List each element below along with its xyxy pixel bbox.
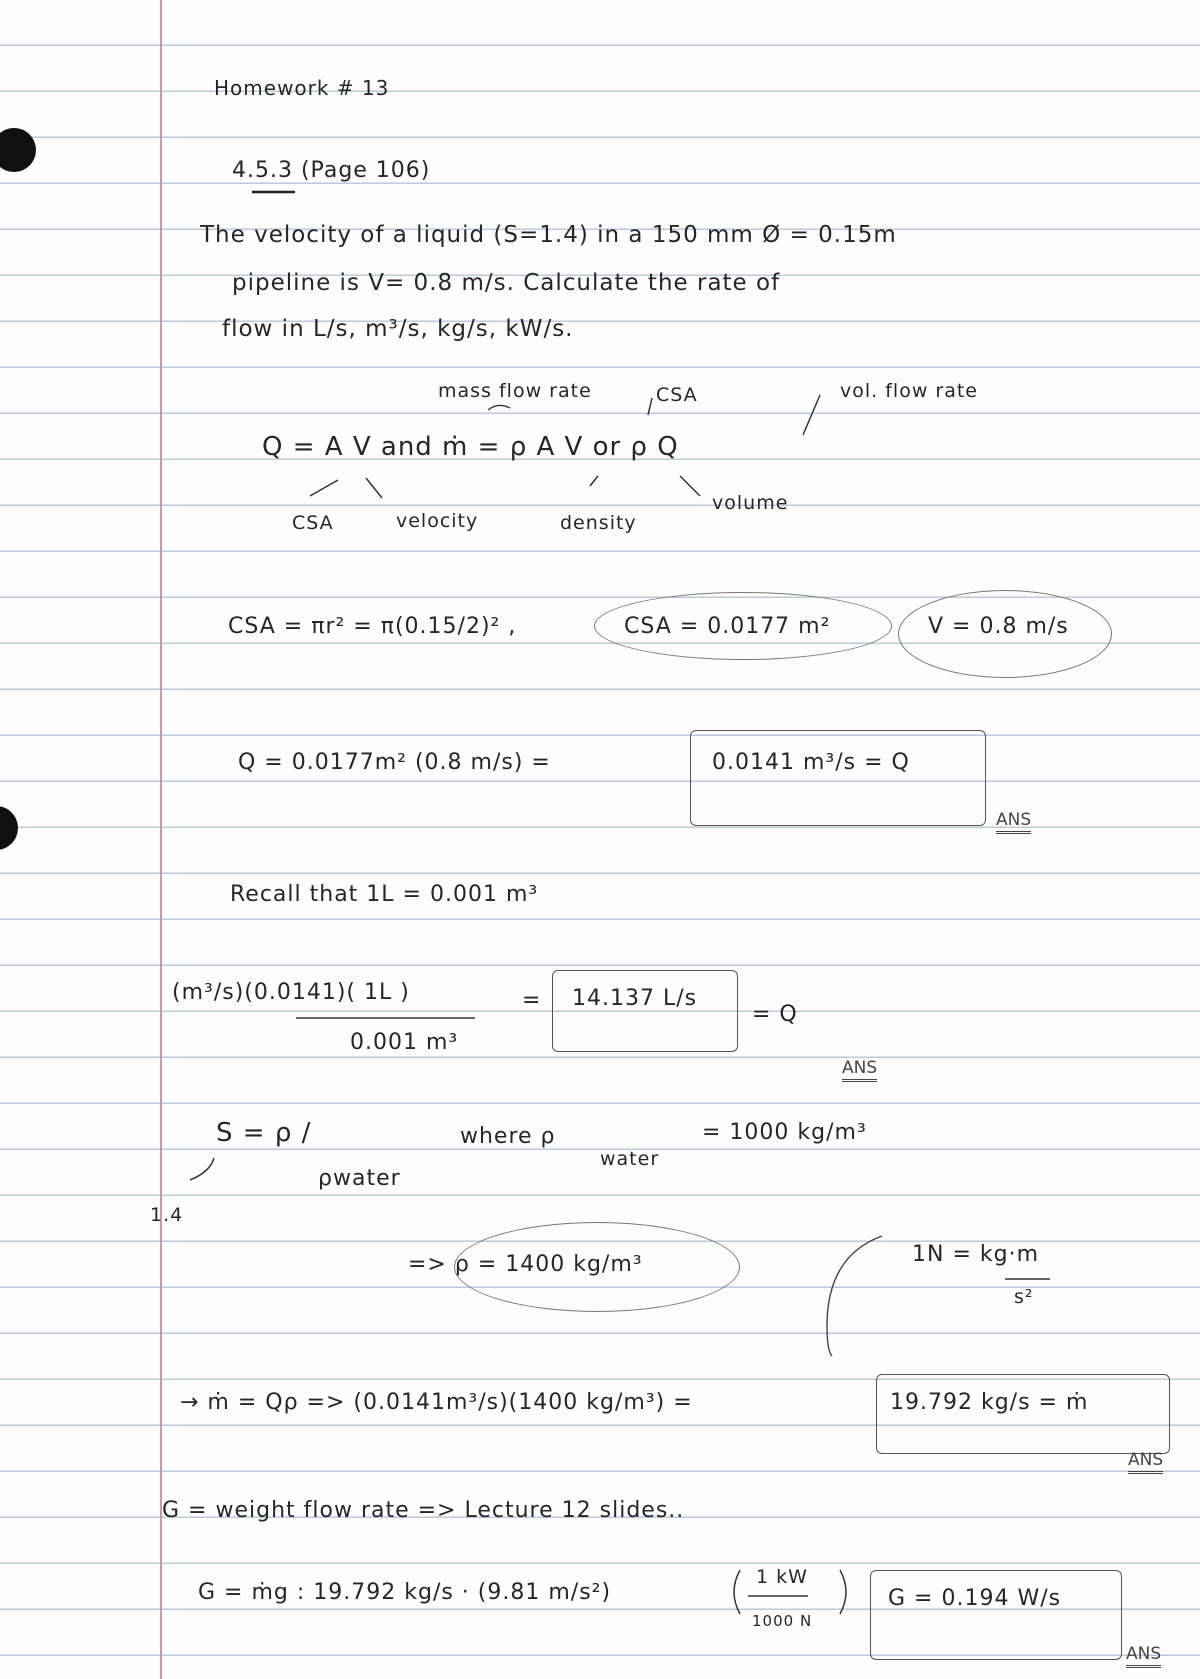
density-result: => ρ = 1400 kg/m³ [408, 1252, 643, 1277]
problem-line-2: pipeline is V= 0.8 m/s. Calculate the rate of [232, 270, 781, 296]
recall-note: Recall that 1L = 0.001 m³ [230, 882, 539, 907]
flow-equation: Q = A V and ṁ = ρ A V or ρ Q [262, 432, 679, 462]
newton-def: 1N = kg·m [912, 1242, 1040, 1267]
homework-title: Homework # 13 [214, 76, 390, 100]
csa-label-top: CSA [656, 384, 698, 406]
answer-mark: ANS [1128, 1452, 1163, 1474]
q-result: 0.0141 m³/s = Q [712, 750, 910, 775]
margin-value: 1.4 [150, 1204, 184, 1226]
water-subscript: water [600, 1148, 660, 1170]
equals-sign: = [522, 988, 542, 1013]
conversion-numerator: (m³/s)(0.0141)( 1L ) [172, 980, 410, 1005]
answer-mark: ANS [1126, 1646, 1161, 1668]
q-equation: Q = 0.0177m² (0.8 m/s) = [238, 750, 551, 775]
specific-gravity-eq: S = ρ / [216, 1118, 312, 1148]
equals-q: = Q [752, 1002, 798, 1027]
conversion-denominator: 0.001 m³ [350, 1030, 459, 1055]
vol-flow-label: vol. flow rate [840, 380, 978, 402]
mass-flow-label: mass flow rate [438, 380, 592, 402]
weight-flow-result-box [870, 1570, 1122, 1660]
problem-line-3: flow in L/s, m³/s, kg/s, kW/s. [222, 316, 574, 342]
rho-water-label: ρwater [318, 1166, 401, 1191]
kw-numerator: 1 kW [756, 1566, 808, 1588]
csa-equation: CSA = πr² = π(0.15/2)² , [228, 614, 517, 639]
weight-flow-eq: G = ṁg : 19.792 kg/s · (9.81 m/s²) [198, 1580, 612, 1605]
where-label: where ρ [460, 1124, 556, 1149]
water-density-value: = 1000 kg/m³ [702, 1120, 867, 1145]
newton-def-denominator: s² [1014, 1286, 1034, 1308]
lps-result-box [552, 970, 738, 1052]
velocity-result: V = 0.8 m/s [928, 614, 1069, 639]
density-annotation: density [560, 512, 637, 534]
velocity-result-oval [898, 590, 1112, 678]
volume-annotation: volume [712, 492, 789, 514]
csa-annotation: CSA [292, 512, 334, 534]
kw-denominator: 1000 N [752, 1612, 813, 1630]
mass-flow-result: 19.792 kg/s = ṁ [890, 1390, 1089, 1415]
problem-line-1: The velocity of a liquid (S=1.4) in a 150 mm Ø = 0.15m [200, 222, 897, 248]
lps-result: 14.137 L/s [572, 986, 698, 1011]
answer-mark: ANS [996, 812, 1031, 834]
csa-result: CSA = 0.0177 m² [624, 614, 831, 639]
velocity-annotation: velocity [396, 510, 479, 532]
q-result-box [690, 730, 986, 826]
mass-flow-eq: → ṁ = Qρ => (0.0141m³/s)(1400 kg/m³) = [180, 1390, 693, 1415]
weight-flow-result: G = 0.194 W/s [888, 1586, 1062, 1611]
problem-ref: 4.5.3 (Page 106) [232, 158, 431, 183]
csa-result-oval [594, 592, 892, 660]
weight-flow-note: G = weight flow rate => Lecture 12 slides.. [162, 1498, 685, 1523]
answer-mark: ANS [842, 1060, 877, 1082]
